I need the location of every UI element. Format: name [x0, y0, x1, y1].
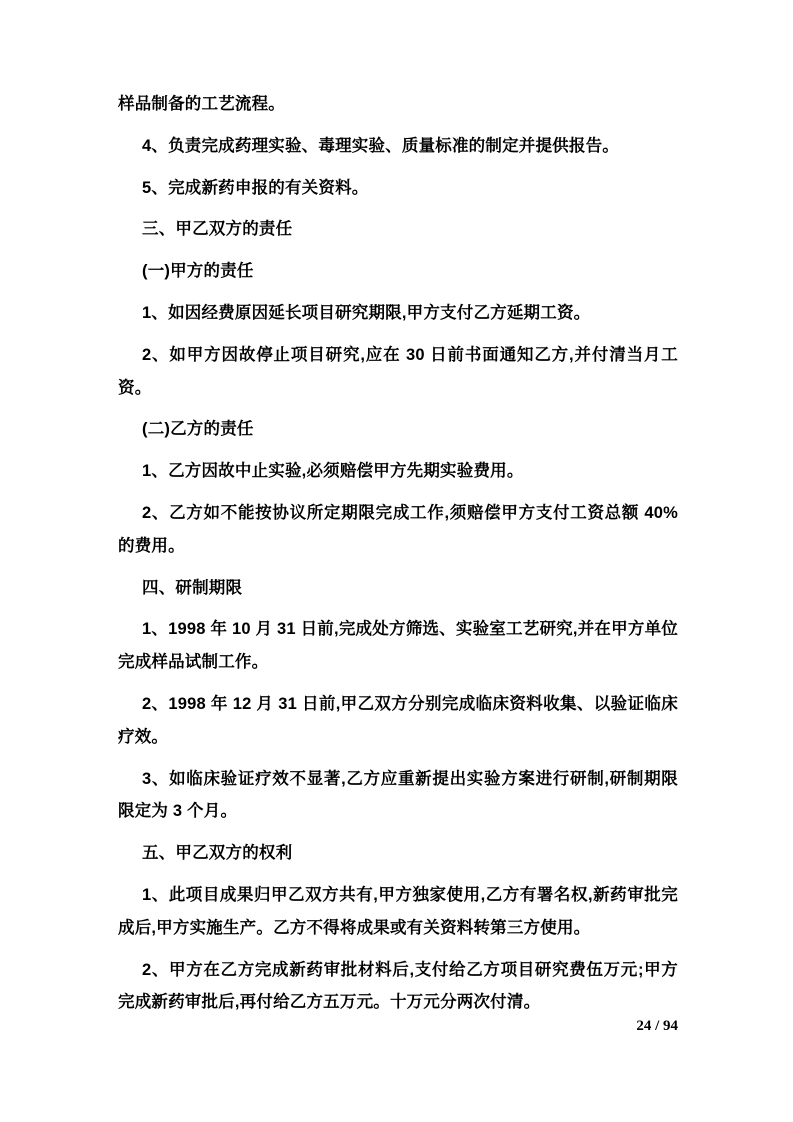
- list-item: 2、乙方如不能按协议所定期限完成工作,须赔偿甲方支付工资总额 40%的费用。: [118, 503, 678, 555]
- document-body: [118, 88, 678, 1028]
- list-item: 5、完成新药申报的有关资料。: [142, 178, 369, 197]
- list-item: 2、1998 年 12 月 31 日前,甲乙双方分别完成临床资料收集、以验证临床疗效。: [118, 694, 678, 746]
- section-heading: 五、甲乙双方的权利: [142, 844, 293, 863]
- list-item: 2、如甲方因故停止项目研究,应在 30 日前书面通知乙方,并付清当月工资。: [118, 345, 678, 397]
- list-item: 1、乙方因故中止实验,必须赔偿甲方先期实验费用。: [142, 462, 524, 481]
- page-number: 24 / 94: [636, 1018, 678, 1034]
- list-item: 1、如因经费原因延长项目研究期限,甲方支付乙方延期工资。: [142, 303, 591, 322]
- list-item: 1、1998 年 10 月 31 日前,完成处方筛选、实验室工艺研究,并在甲方单位完成样品试制工作。: [118, 620, 678, 672]
- sub-heading: (二)乙方的责任: [142, 420, 254, 439]
- list-item: 4、负责完成药理实验、毒理实验、质量标准的制定并提供报告。: [142, 136, 619, 155]
- section-heading: 三、甲乙双方的责任: [142, 220, 293, 239]
- sub-heading: (一)甲方的责任: [142, 262, 254, 281]
- section-heading: 四、研制期限: [142, 578, 243, 597]
- list-item: 1、此项目成果归甲乙双方共有,甲方独家使用,乙方有署名权,新药审批完成后,甲方实施生产。乙方不得将成果或有关资料转第三方使用。: [118, 885, 678, 937]
- paragraph-continuation: 样品制备的工艺流程。: [118, 95, 285, 113]
- list-item: 2、甲方在乙方完成新药审批材料后,支付给乙方项目研究费伍万元;甲方完成新药审批后,再付给乙方五万元。十万元分两次付清。: [118, 960, 678, 1012]
- list-item: 3、如临床验证疗效不显著,乙方应重新提出实验方案进行研制,研制期限限定为 3 个月。: [118, 769, 678, 821]
